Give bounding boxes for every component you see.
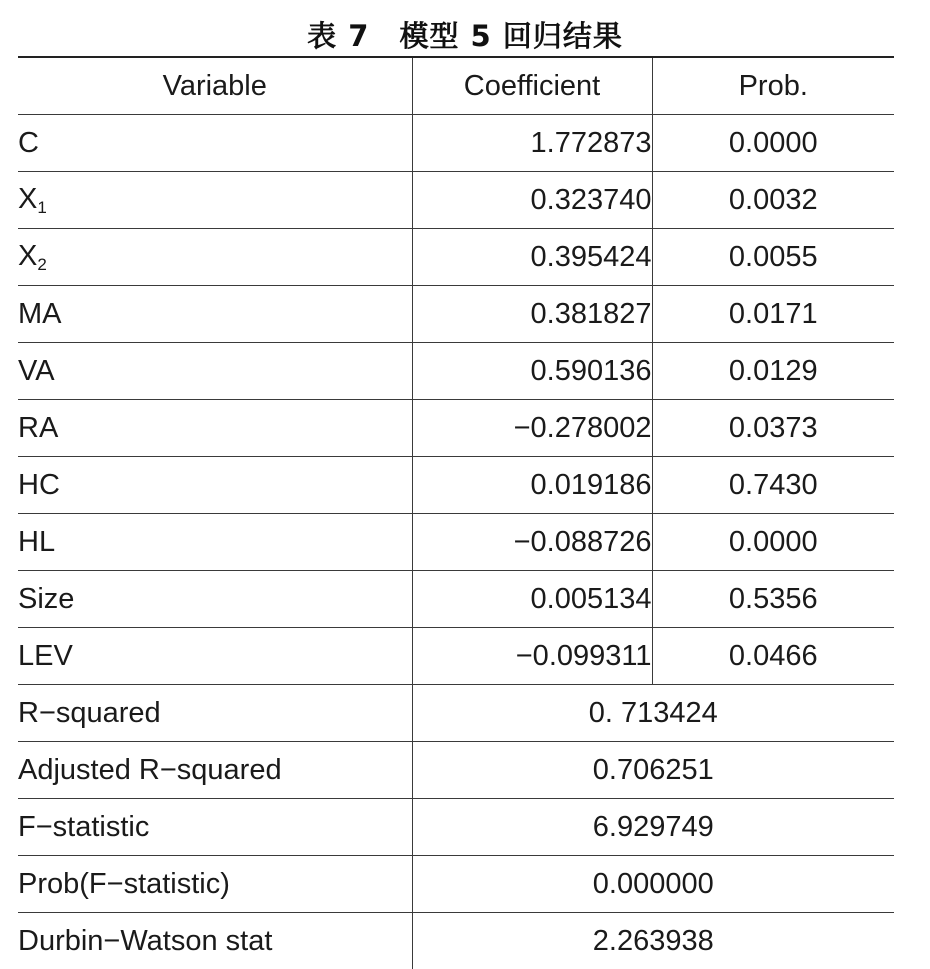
table-number: 表 7 xyxy=(307,19,369,53)
stat-label: F−statistic xyxy=(18,799,412,856)
coefficient-cell: 0.395424 xyxy=(412,229,652,286)
variable-name: X xyxy=(18,240,37,272)
table-row xyxy=(18,400,894,457)
variable-cell xyxy=(18,571,412,628)
variable-name: Size xyxy=(18,583,74,615)
prob-cell: 0.0000 xyxy=(652,115,894,172)
stat-value: 0.706251 xyxy=(412,742,894,799)
coefficient-cell: 0.005134 xyxy=(412,571,652,628)
stat-row xyxy=(18,913,894,969)
table-caption xyxy=(0,14,930,58)
variable-cell xyxy=(18,457,412,514)
table-row xyxy=(18,457,894,514)
header-row xyxy=(18,57,894,115)
variable-name: MA xyxy=(18,298,62,330)
header-variable: Variable xyxy=(18,57,412,115)
variable-name: C xyxy=(18,127,39,159)
variable-cell xyxy=(18,343,412,400)
stat-row xyxy=(18,799,894,856)
stat-value: 0. 713424 xyxy=(412,685,894,742)
stat-value: 2.263938 xyxy=(412,913,894,969)
table-row xyxy=(18,343,894,400)
variable-cell xyxy=(18,172,412,229)
statistics-rows xyxy=(18,685,894,969)
coefficient-cell: 0.381827 xyxy=(412,286,652,343)
variable-name: HC xyxy=(18,469,60,501)
coefficient-cell: −0.278002 xyxy=(412,400,652,457)
variable-cell xyxy=(18,115,412,172)
variable-cell xyxy=(18,286,412,343)
variable-cell xyxy=(18,229,412,286)
stat-label: Durbin−Watson stat xyxy=(18,913,412,969)
table-row xyxy=(18,286,894,343)
stat-value: 6.929749 xyxy=(412,799,894,856)
prob-cell: 0.0000 xyxy=(652,514,894,571)
prob-cell: 0.0466 xyxy=(652,628,894,685)
table-row xyxy=(18,571,894,628)
variable-name: VA xyxy=(18,355,55,387)
table-row xyxy=(18,229,894,286)
coefficient-cell: 1.772873 xyxy=(412,115,652,172)
coefficient-cell: 0.323740 xyxy=(412,172,652,229)
variable-subscript: 2 xyxy=(37,255,46,274)
variable-subscript: 1 xyxy=(37,198,46,217)
regression-table xyxy=(18,56,894,969)
prob-cell: 0.7430 xyxy=(652,457,894,514)
stat-label: R−squared xyxy=(18,685,412,742)
coefficient-cell: 0.590136 xyxy=(412,343,652,400)
variable-name: X xyxy=(18,183,37,215)
stat-label: Adjusted R−squared xyxy=(18,742,412,799)
variable-cell xyxy=(18,514,412,571)
table-row xyxy=(18,172,894,229)
coefficient-cell: 0.019186 xyxy=(412,457,652,514)
stat-row xyxy=(18,856,894,913)
stat-row xyxy=(18,742,894,799)
prob-cell: 0.0032 xyxy=(652,172,894,229)
coefficient-cell: −0.099311 xyxy=(412,628,652,685)
variable-name: HL xyxy=(18,526,55,558)
stat-row xyxy=(18,685,894,742)
table-row xyxy=(18,115,894,172)
prob-cell: 0.0129 xyxy=(652,343,894,400)
stat-label: Prob(F−statistic) xyxy=(18,856,412,913)
stat-value: 0.000000 xyxy=(412,856,894,913)
table-row xyxy=(18,628,894,685)
table-row xyxy=(18,514,894,571)
variable-cell xyxy=(18,628,412,685)
coefficient-cell: −0.088726 xyxy=(412,514,652,571)
coefficient-rows xyxy=(18,115,894,685)
prob-cell: 0.5356 xyxy=(652,571,894,628)
variable-name: RA xyxy=(18,412,58,444)
variable-cell xyxy=(18,400,412,457)
table-title: 模型 5 回归结果 xyxy=(399,19,622,53)
variable-name: LEV xyxy=(18,640,73,672)
header-prob: Prob. xyxy=(652,57,894,115)
header-coefficient: Coefficient xyxy=(412,57,652,115)
prob-cell: 0.0055 xyxy=(652,229,894,286)
prob-cell: 0.0373 xyxy=(652,400,894,457)
prob-cell: 0.0171 xyxy=(652,286,894,343)
